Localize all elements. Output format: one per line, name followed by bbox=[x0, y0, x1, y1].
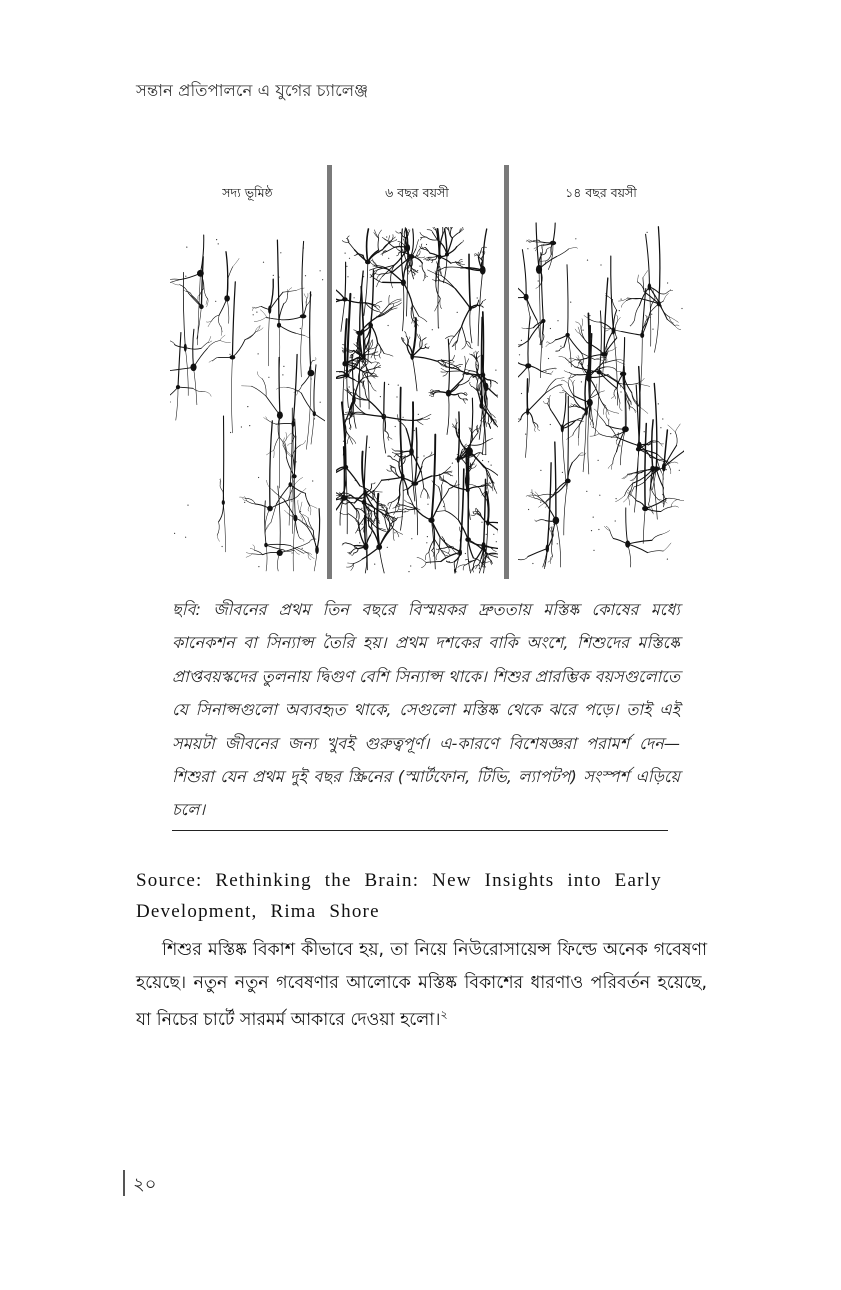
body-paragraph bbox=[136, 934, 707, 1036]
page-number-rule bbox=[123, 1170, 125, 1196]
running-head: সন্তান প্রতিপালনে এ যুগের চ্যালেঞ্জ bbox=[136, 81, 369, 100]
synapse-density-figure bbox=[170, 165, 686, 579]
figure-panel-newborn bbox=[170, 165, 325, 579]
panel-label-14-years: ১৪ বছর বয়সী bbox=[565, 185, 637, 200]
figure-panel-14-years bbox=[518, 165, 684, 579]
neuron-drawing-newborn bbox=[170, 233, 325, 573]
figure-panel-6-years bbox=[336, 165, 498, 579]
panel-divider-2 bbox=[504, 165, 509, 579]
panel-divider-1 bbox=[327, 165, 332, 579]
figure-caption: ছবি: জীবনের প্রথম তিন বছরে বিস্ময়কর দ্রুততায় মস্তিষ্ক কোষের মধ্যে কানেকশন বা সিন্যাপ্স তৈরি হয়। প্রথম দশকের বাকি অংশে, শিশুদের মস্তিষ্কে প্রাপ্তবয়স্কদের তুলনায় দ্বিগুণ বেশি সিন্যাপ্স থাকে। শিশুর প্রারম্ভিক বয়সগুলোতে যে সিনাপ্সগুলো অব্যবহৃত থাকে, সেগুলো মস্তিষ্ক থেকে ঝরে পড়ে। তাই এই সময়টা জীবনের জন্য খুবই গুরুত্বপূর্ণ। এ-কারণে বিশেষজ্ঞরা পরামর্শ দেন—শিশুরা যেন প্রথম দুই বছর স্ক্রিনের (স্মার্টফোন, টিভি, ল্যাপটপ) সংস্পর্শ এড়িয়ে চলে। bbox=[172, 600, 680, 820]
panel-label-newborn: সদ্য ভূমিষ্ঠ bbox=[222, 185, 273, 200]
panel-label-6-years: ৬ বছর বয়সী bbox=[385, 185, 449, 200]
neuron-drawing-14-years bbox=[518, 221, 684, 569]
page-number: ২০ bbox=[133, 1174, 157, 1195]
body-paragraph-text: শিশুর মস্তিষ্ক বিকাশ কীভাবে হয়, তা নিয়ে নিউরোসায়েন্স ফিল্ডে অনেক গবেষণা হয়েছে। নতুন নতুন গবেষণার আলোকে মস্তিষ্ক বিকাশের ধারণাও পরিবর্তন হয়েছে, যা নিচের চার্টে সারমর্ম আকারে দেওয়া হলো। bbox=[136, 940, 707, 1030]
caption-rule bbox=[172, 830, 668, 831]
neuron-drawing-6-years bbox=[336, 227, 498, 575]
source-citation: Source: Rethinking the Brain: New Insights into Early Development, Rima Shore bbox=[136, 870, 662, 922]
footnote-reference: ২ bbox=[440, 1008, 448, 1021]
